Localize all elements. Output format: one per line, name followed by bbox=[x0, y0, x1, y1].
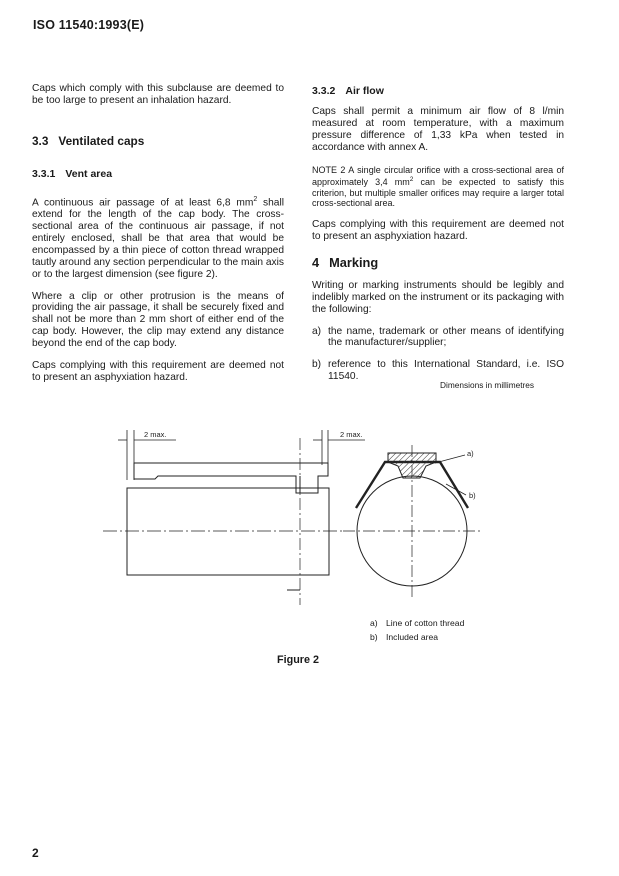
dim-left-label: 2 max. bbox=[144, 430, 167, 439]
superscript: 2 bbox=[253, 195, 258, 203]
callout-b: b) bbox=[469, 491, 476, 500]
section-title: Ventilated caps bbox=[58, 133, 145, 148]
text-run: shall extend for the length of the cap body. The cross-sectional area of the continuous air passage, if not entirely enclosed, shall be that area that would be encompassed by a thin piece of cotton thread wrapped tautly around any section perpendicular to the main axis or to the largest dimension (see figure 2). bbox=[32, 197, 285, 280]
figure-legend bbox=[370, 616, 464, 644]
page-number: 2 bbox=[32, 846, 39, 860]
section-number: 3.3 bbox=[32, 133, 49, 148]
air-flow-paragraph: Caps shall permit a minimum air flow of 8 l/min measured at room temperature, with a maximum pressure difference of 1,33 kPa when tested in accordance with annex A. bbox=[312, 106, 564, 153]
legend-label: a) bbox=[370, 618, 378, 628]
text-run: NOTE 2 A single circular orifice with a cross-sectional area of approximately 3,4 mm bbox=[312, 164, 564, 188]
text-run: can be expected to satisfy this criterion, but multiple smaller orifices may require a larger total cross-sectional area. bbox=[312, 177, 564, 209]
section-title: Air flow bbox=[345, 85, 384, 97]
marking-paragraph: Writing or marking instruments should be legibly and indelibly marked on the instrument or its packaging with the following: bbox=[312, 279, 564, 315]
section-title: Marking bbox=[329, 254, 379, 270]
text-run: A continuous air passage of at least 6,8 mm bbox=[32, 197, 254, 209]
clip-paragraph: Where a clip or other protrusion is the means of providing the air passage, it shall be securely fixed and shall not be more than 2 mm short of either end of the cap body. However, the clip may extend any distance beyond the end of the cap body. bbox=[32, 290, 284, 350]
list-text: reference to this International Standard, i.e. ISO 11540. bbox=[328, 359, 564, 383]
legend-text: Line of cotton thread bbox=[386, 618, 465, 628]
section-number: 3.3.1 bbox=[32, 167, 56, 180]
intro-paragraph: Caps which comply with this subclause are deemed to be too large to present an inhalation hazard. bbox=[32, 83, 284, 106]
list-text: the name, trademark or other means of identifying the manufacturer/supplier; bbox=[328, 325, 564, 349]
list-label: b) bbox=[312, 359, 322, 371]
section-number: 3.3.2 bbox=[312, 85, 336, 97]
dim-right-label: 2 max. bbox=[340, 430, 363, 439]
callout-a: a) bbox=[467, 449, 474, 458]
section-number: 4 bbox=[312, 254, 320, 270]
superscript: 2 bbox=[409, 176, 414, 184]
document-header: ISO 11540:1993(E) bbox=[33, 18, 145, 32]
asphyxiation-paragraph-right: Caps complying with this requirement are deemed not to present an asphyxiation hazard. bbox=[312, 219, 564, 242]
list-label: a) bbox=[312, 325, 322, 337]
legend-item bbox=[370, 630, 464, 644]
cap-end-view bbox=[343, 445, 481, 598]
cap-side-view bbox=[103, 438, 345, 605]
section-title: Vent area bbox=[65, 167, 113, 180]
figure-caption: Figure 2 bbox=[277, 654, 319, 666]
asphyxiation-paragraph-left: Caps complying with this requirement are deemed not to present an asphyxiation hazard. bbox=[32, 360, 284, 383]
dimensions-note: Dimensions in millimetres bbox=[440, 380, 535, 390]
legend-label: b) bbox=[370, 632, 378, 642]
legend-text: Included area bbox=[386, 632, 439, 642]
legend-item bbox=[370, 616, 464, 630]
